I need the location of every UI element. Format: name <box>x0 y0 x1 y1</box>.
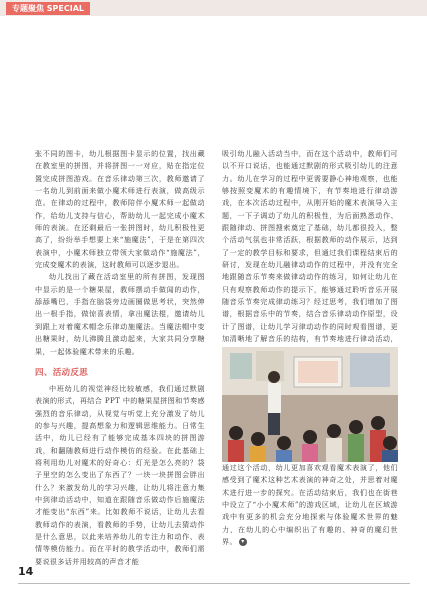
right-column-bottom <box>222 462 398 548</box>
right-column <box>222 148 398 358</box>
paragraph: 幼儿找出了藏在活动室里的所有拼图，发现图中显示的是一个糖果屋，教师摆动手做闻的动作，舔舔嘴巴，手指在脑袋旁边画圈做思考状，突然伸出一根手指，做惊喜表情，拿出魔法棍，邀请幼儿到跟上对着魔术帽念乐律动施魔法。当魔法帽中变出糖果时，幼儿沸腾且激动起来，大家共同分享糖果，一起体验魔术带来的乐趣。 <box>35 272 205 356</box>
paragraph: 张不同的图卡，幼儿根据图卡显示的位置，找出藏在教室里的拼图，并将拼图一一对应，贴在指定位置完成拼图游戏。在音乐律动第三次，教师邀请了一名幼儿到前面来做小魔术师进行表演，做高级示范。在律动的过程中，教师陪伴小魔术师一起做动作，给幼儿支持与信心，帮助幼儿一起完成小魔术师的表演。在还剩最后一张拼图时，幼儿积极性更高了，纷纷举手想要上来“施魔法”，于是在第四次表演中，小魔术师独立带领大家做动作“施魔法”，完成变魔术的表演，这时教师可以逐步退出。 <box>35 149 205 270</box>
paragraph: 中班幼儿的视觉神经比较敏感，我们通过默剧表演的形式，再结合 PPT 中的糖果屋拼图和节奏感强烈的音乐律动，从视觉与听觉上充分激发了幼儿的参与兴趣，提高想象力和逻辑思维能力。日常生活中，幼儿已经有了能够完成基本四块的拼图游戏，和翻随教师进行动作模仿的经验。在此基础上将利用幼儿对魔术的好奇心：灯光是怎么亮的？袋子里空的怎么变出了东西了？一块一块拼图会胖出什么？来激发幼儿的学习兴趣，让幼儿将注意力集中到律动活动中，知道在跟随音乐做动作后施魔法才能变出“东西”来。比如教师不说话，让幼儿去看教师动作的表演，看教师的手势，让幼儿去猜动作是什么意思，以此来培养幼儿的专注力和动作、表情等模仿能力。而在平时的教学活动中，教师们需要说很多话并用较高的声音才能 <box>35 383 205 566</box>
end-mark-icon: ▾ <box>239 538 247 546</box>
paragraph: 通过这个活动，幼儿更加喜欢观看魔术表演了，他们感受到了魔术这种艺术表演的神奇之处，并思着对魔术进行进一步的探究。在活动结束后，我们也在街巷中设立了“小小魔术师”的游戏区域，让幼儿在区域游戏中有更多的机会充分地探索与体验魔术世界的魅力，在幼儿的心中编织出了有趣的、神奇的魔幻世界。 <box>222 463 398 547</box>
classroom-photo-illustration <box>222 347 398 462</box>
classroom-photo <box>222 347 398 462</box>
paragraph: 吸引幼儿融入活动当中，而在这个活动中，教师们可以不开口说话，也能通过默剧的形式吸引幼儿的注意力。幼儿在学习的过程中更需要静心神地观察，也能够按照变魔术的有趣情境下，有节奏地进行律动游戏，在本次活动过程中，从刚开始的魔术表演导入主题，一下子调动了幼儿的积极性，为后面熟悉动作、跟随律动、拼图搜索奠定了基础，幼儿都很投入，整个活动气氛也非常活跃，根据教师的动作展示，达到了一定的教学目标和要求，但通过我们课程结束后的研讨，发现在幼儿融律动动作的过程中，并没有完全地跟随音乐节奏来做律动动作的练习，如何让幼儿在只有观察教师动作的提示下，能够通过聆听音乐开展随音乐节奏完成律动练习？经过思考，我们增加了图谱，根据音乐中的节奏，结合音乐律动动作原型，设计了图谱，让幼儿学习律动动作的同时观看图谱，更加清晰地了解音乐的结构，有节奏地进行律动活动， <box>222 149 398 344</box>
section-tag: 专题聚焦 SPECIAL <box>6 2 90 15</box>
footer-rule <box>18 583 410 584</box>
header-band <box>0 0 427 16</box>
section-title: 四、活动反思 <box>35 367 89 378</box>
left-column <box>35 148 205 568</box>
page-number: 14 <box>18 565 34 578</box>
